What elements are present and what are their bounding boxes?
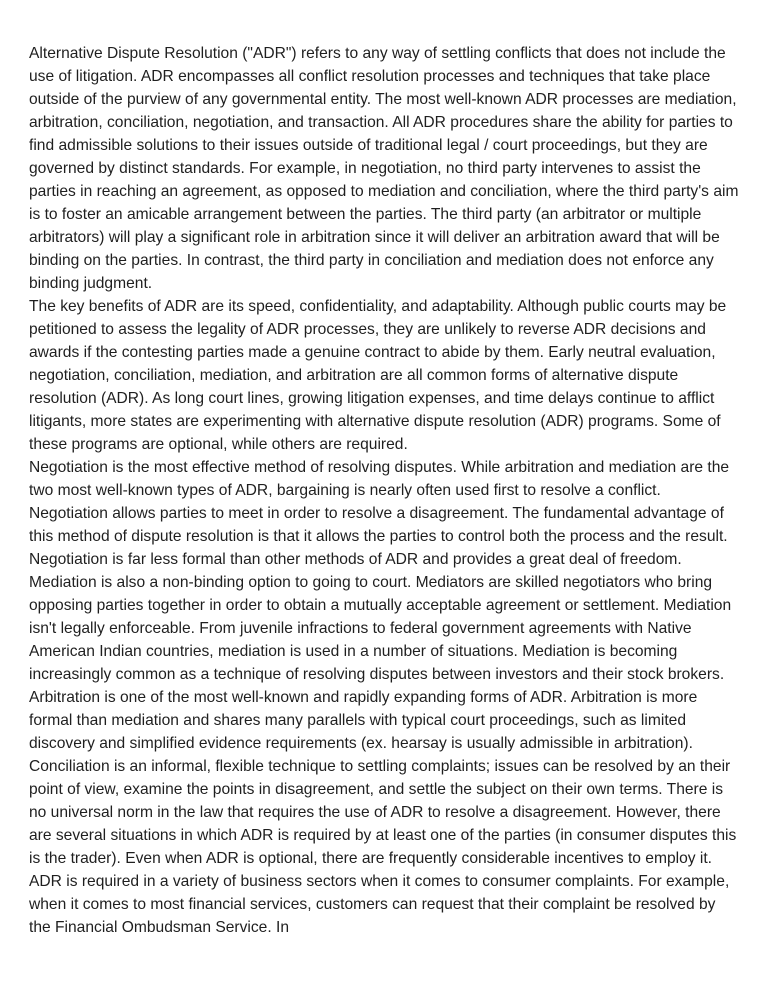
paragraph: The key benefits of ADR are its speed, confidentiality, and adaptability. Although public courts may be petitioned to assess the legality of ADR processes, they are unlikely to reverse ADR decisions and awards if the contesting parties made a genuine contract to abide by them. Early neutral evaluation, negotiation, conciliation, mediation, and arbitration are all common forms of alternative dispute resolution (ADR). As long court lines, growing litigation expenses, and time delays continue to afflict litigants, more states are experimenting with alternative dispute resolution (ADR) programs. Some of these programs are optional, while others are required.: [29, 298, 727, 453]
paragraph: Negotiation is the most effective method of resolving disputes. While arbitration and mediation are the two most well-known types of ADR, bargaining is nearly often used first to resolve a conflict. Negotiation allows parties to meet in order to resolve a disagreement. The fundamental advantage of this method of dispute resolution is that it allows the parties to control both the process and the result. Negotiation is far less formal than other methods of ADR and provides a great deal of freedom. Mediation is also a non-binding option to going to court. Mediators are skilled negotiators who bring opposing parties together in order to obtain a mutually acceptable agreement or settlement. Mediation isn't legally enforceable. From juvenile infractions to federal government agreements with Native American Indian countries, mediation is used in a number of situations. Mediation is becoming increasingly common as a technique of resolving disputes between investors and their stock brokers. Arbitration is one of the most well-known and rapidly expanding forms of ADR. Arbitration is more formal than mediation and shares many parallels with typical court proceedings, such as limited discovery and simplified evidence requirements (ex. hearsay is usually admissible in arbitration). Conciliation is an informal, flexible technique to settling complaints; issues can be resolved by an their point of view, examine the points in disagreement, and settle the subject on their own terms. There is no universal norm in the law that requires the use of ADR to resolve a disagreement. However, there are several situations in which ADR is required by at least one of the parties (in consumer disputes this is the trader). Even when ADR is optional, there are frequently considerable incentives to employ it. ADR is required in a variety of business sectors when it comes to consumer complaints. For example, when it comes to most financial services, customers can request that their complaint be resolved by the Financial Ombudsman Service. In: [29, 459, 737, 936]
paragraph: Alternative Dispute Resolution ("ADR") refers to any way of settling conflicts that does not include the use of litigation. ADR encompasses all conflict resolution processes and techniques that take place outside of the purview of any governmental entity. The most well-known ADR processes are mediation, arbitration, conciliation, negotiation, and transaction. All ADR procedures share the ability for parties to find admissible solutions to their issues outside of traditional legal / court proceedings, but they are governed by distinct standards. For example, in negotiation, no third party intervenes to assist the parties in reaching an agreement, as opposed to mediation and conciliation, where the third party's aim is to foster an amicable arrangement between the parties. The third party (an arbitrator or multiple arbitrators) will play a significant role in arbitration since it will deliver an arbitration award that will be binding on the parties. In contrast, the third party in conciliation and mediation does not enforce any binding judgment.: [29, 45, 739, 292]
